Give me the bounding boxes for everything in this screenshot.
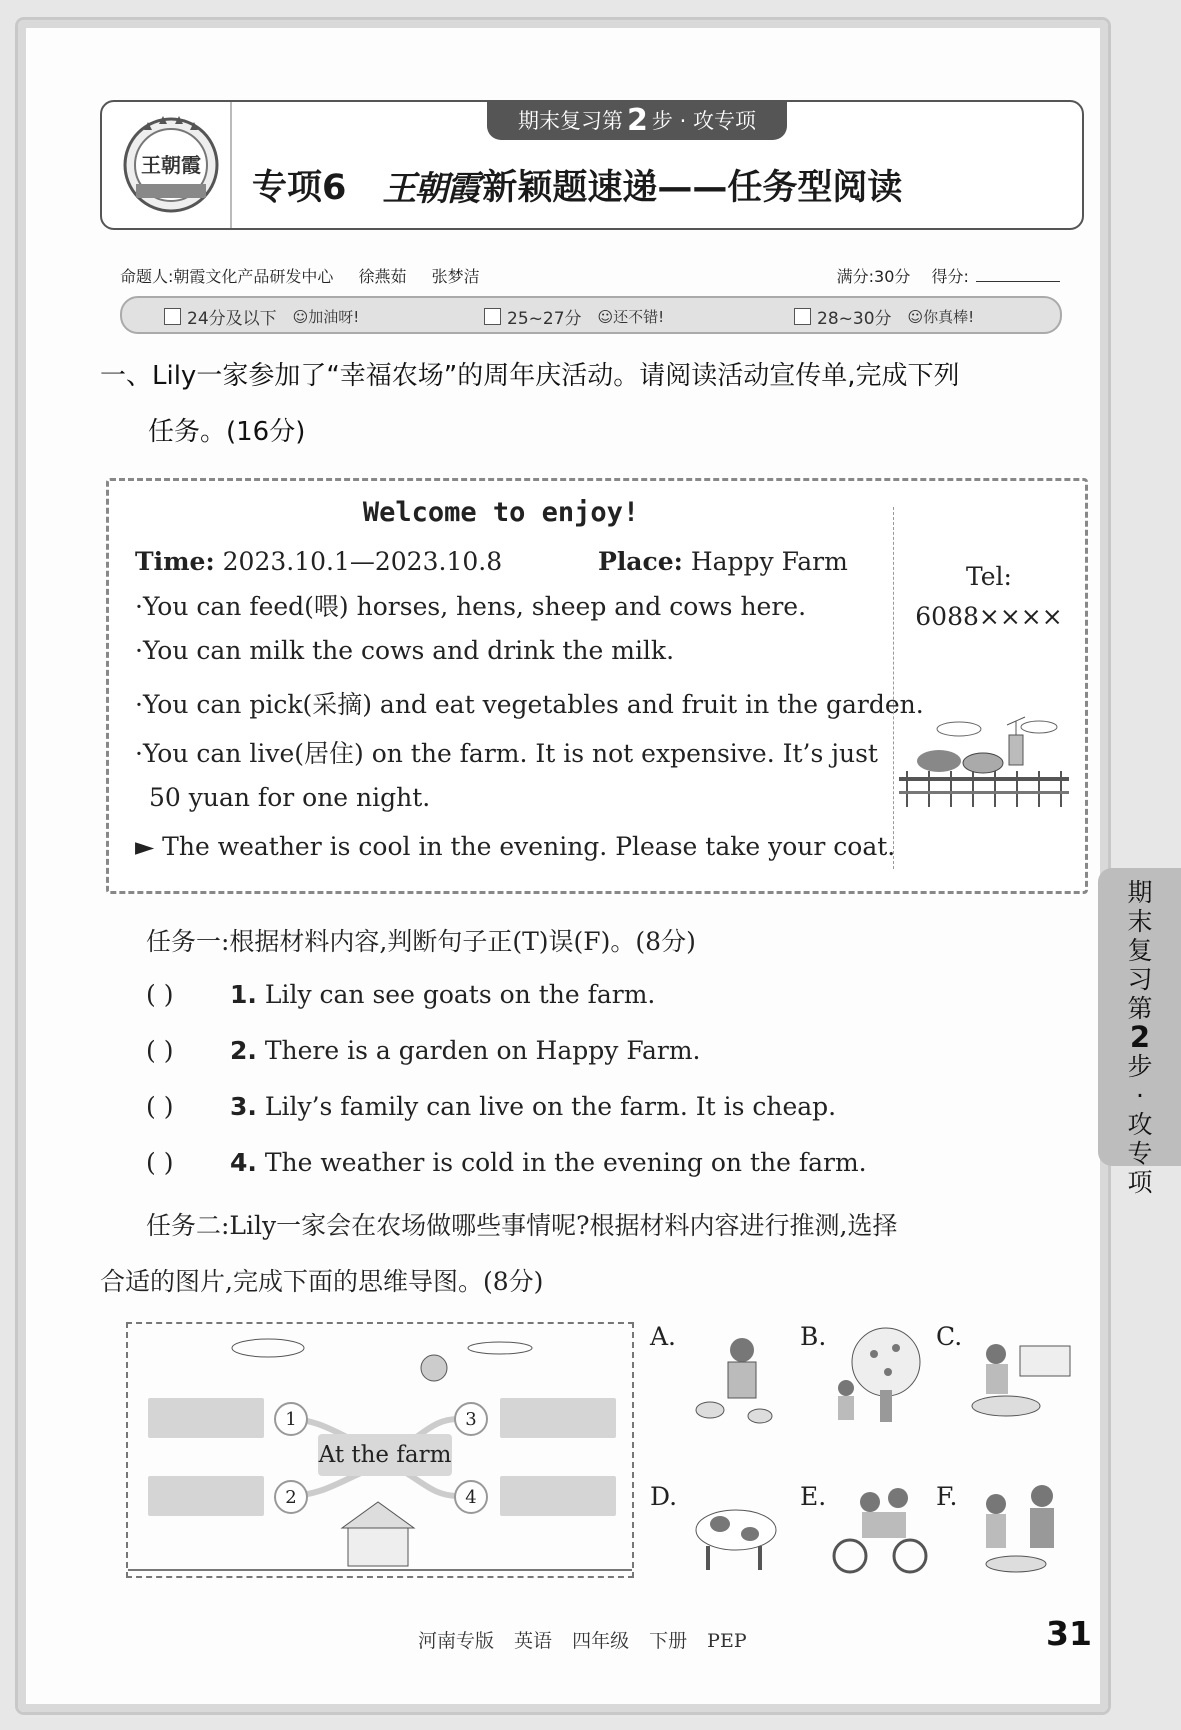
question-heading: [100, 348, 1085, 460]
answer-box-3[interactable]: [500, 1398, 616, 1438]
flyer-line: 50 yuan for one night.: [149, 783, 431, 812]
side-tab-char: 期: [1127, 878, 1153, 907]
rating-note: 加油呀!: [308, 308, 360, 326]
task1-title: 任务一:根据材料内容,判断句子正(T)误(F)。(8分): [146, 927, 696, 956]
question-text: There is a garden on Happy Farm.: [264, 1036, 701, 1065]
question-number: 3.: [230, 1092, 257, 1121]
place-value: Happy Farm: [690, 547, 848, 576]
rating-range: 25~27分: [507, 309, 582, 329]
answer-box-1[interactable]: [148, 1398, 264, 1438]
answer-blank[interactable]: ( ): [146, 980, 174, 1009]
task2-line-2: 合适的图片,完成下面的思维导图。(8分): [100, 1267, 544, 1296]
page-number: 31: [1046, 1614, 1092, 1653]
question-text: The weather is cold in the evening on the farm.: [264, 1148, 867, 1177]
time-value: 2023.10.1—2023.10.8: [222, 547, 503, 576]
flyer: [106, 478, 1088, 894]
rating-checkbox[interactable]: [794, 308, 811, 325]
step-tab: [487, 100, 787, 140]
rating-checkbox[interactable]: [484, 308, 501, 325]
side-tab-char: 习: [1127, 965, 1153, 994]
option-label: E.: [800, 1482, 827, 1511]
answer-box-4[interactable]: [500, 1476, 616, 1516]
header-box: [100, 100, 1084, 230]
option-picture-a[interactable]: [680, 1330, 790, 1430]
option-picture-d[interactable]: [680, 1484, 790, 1584]
rating-item: [794, 304, 974, 329]
tf-question: [146, 980, 655, 1009]
section-title: 新颖题速递——任务型阅读: [482, 168, 903, 208]
answer-blank[interactable]: ( ): [146, 1092, 174, 1121]
option-label: B.: [800, 1322, 827, 1351]
question-text: Lily’s family can live on the farm. It is cheap.: [264, 1092, 837, 1121]
brand-name: 王朝霞: [382, 168, 479, 209]
step-number: 2: [627, 102, 648, 138]
mind-map-center: At the farm: [318, 1434, 452, 1476]
tf-question: [146, 1148, 867, 1177]
option-label: F.: [936, 1482, 958, 1511]
side-tab-char: 末: [1127, 907, 1153, 936]
side-tab-char: 第: [1127, 994, 1153, 1023]
face-icon: ☺: [597, 308, 614, 326]
tel-value: 6088××××: [915, 602, 1063, 631]
farm-illustration: [899, 711, 1069, 811]
question-line-1: 一、Lily一家参加了“幸福农场”的周年庆活动。请阅读活动宣传单,完成下列: [100, 361, 960, 391]
flyer-line: ·You can milk the cows and drink the milk.: [135, 636, 675, 665]
header-divider: [230, 102, 232, 228]
time-label: Time:: [135, 547, 215, 576]
footer-info: 河南专版 英语 四年级 下册 PEP: [418, 1630, 747, 1652]
side-tab-number: 2: [1129, 1020, 1151, 1054]
side-tab-char: 步: [1127, 1052, 1153, 1081]
rating-note: 你真棒!: [923, 308, 975, 326]
tf-question: [146, 1036, 701, 1065]
side-tab: [1098, 868, 1181, 1197]
rating-item: [484, 304, 664, 329]
rating-range: 28~30分: [817, 309, 892, 329]
rating-note: 还不错!: [613, 308, 665, 326]
question-line-2: 任务。(16分): [148, 417, 306, 447]
author-name-2: 张梦洁: [431, 267, 480, 286]
option-picture-b[interactable]: [826, 1324, 936, 1424]
option-label: C.: [936, 1322, 963, 1351]
step-suffix: 步 · 攻专项: [651, 109, 756, 133]
rating-checkbox[interactable]: [164, 308, 181, 325]
mind-map: [126, 1322, 634, 1578]
rating-item: [164, 304, 359, 329]
tf-question: [146, 1092, 836, 1121]
answer-blank[interactable]: ( ): [146, 1036, 174, 1065]
flyer-title: Welcome to enjoy!: [362, 497, 640, 528]
side-tab-char: 专: [1127, 1139, 1153, 1168]
flyer-line: ► The weather is cool in the evening. Please take your coat.: [135, 832, 896, 861]
node-number: 4: [454, 1480, 488, 1514]
rating-range: 24分及以下: [187, 309, 277, 329]
option-label: D.: [650, 1482, 678, 1511]
rating-bar: [120, 296, 1062, 334]
section-number: 专项6: [252, 168, 347, 208]
flyer-time-place: [135, 547, 848, 576]
place-label: Place:: [598, 547, 683, 576]
score-field[interactable]: [976, 281, 1060, 282]
option-picture-c[interactable]: [966, 1326, 1076, 1426]
flyer-line: ·You can feed(喂) horses, hens, sheep and cows here.: [135, 592, 807, 621]
question-text: Lily can see goats on the farm.: [264, 980, 656, 1009]
option-label: A.: [650, 1322, 677, 1351]
side-tab-char: 复: [1127, 936, 1153, 965]
question-number: 1.: [230, 980, 257, 1009]
author-label: 命题人:朝霞文化产品研发中心: [120, 267, 334, 286]
tel-label: Tel:: [966, 562, 1012, 591]
answer-blank[interactable]: ( ): [146, 1148, 174, 1177]
node-number: 3: [454, 1402, 488, 1436]
score-label: 得分:: [931, 267, 969, 286]
flyer-line: ·You can live(居住) on the farm. It is not expensive. It’s just: [135, 739, 878, 768]
meta-line: [120, 264, 1060, 287]
node-number: 1: [274, 1402, 308, 1436]
page-title: [252, 160, 1072, 210]
face-icon: ☺: [292, 308, 309, 326]
face-icon: ☺: [907, 308, 924, 326]
option-picture-e[interactable]: [826, 1480, 936, 1580]
side-tab-char: ·: [1136, 1081, 1144, 1110]
flyer-divider: [893, 507, 894, 869]
step-prefix: 期末复习第: [518, 109, 624, 133]
answer-box-2[interactable]: [148, 1476, 264, 1516]
side-tab-char: 项: [1127, 1168, 1153, 1197]
question-number: 2.: [230, 1036, 257, 1065]
flyer-line: ·You can pick(采摘) and eat vegetables and fruit in the garden.: [135, 690, 924, 719]
tel-block: [909, 557, 1069, 637]
task2-line-1: 任务二:Lily一家会在农场做哪些事情呢?根据材料内容进行推测,选择: [146, 1211, 898, 1240]
svg-text:王朝霞: 王朝霞: [141, 153, 201, 177]
question-number: 4.: [230, 1148, 257, 1177]
side-tab-char: 攻: [1127, 1110, 1153, 1139]
node-number: 2: [274, 1480, 308, 1514]
author-name-1: 徐燕茹: [358, 267, 407, 286]
option-picture-f[interactable]: [966, 1480, 1076, 1580]
full-score: 满分:30分: [836, 267, 911, 286]
brand-logo: [118, 110, 224, 216]
